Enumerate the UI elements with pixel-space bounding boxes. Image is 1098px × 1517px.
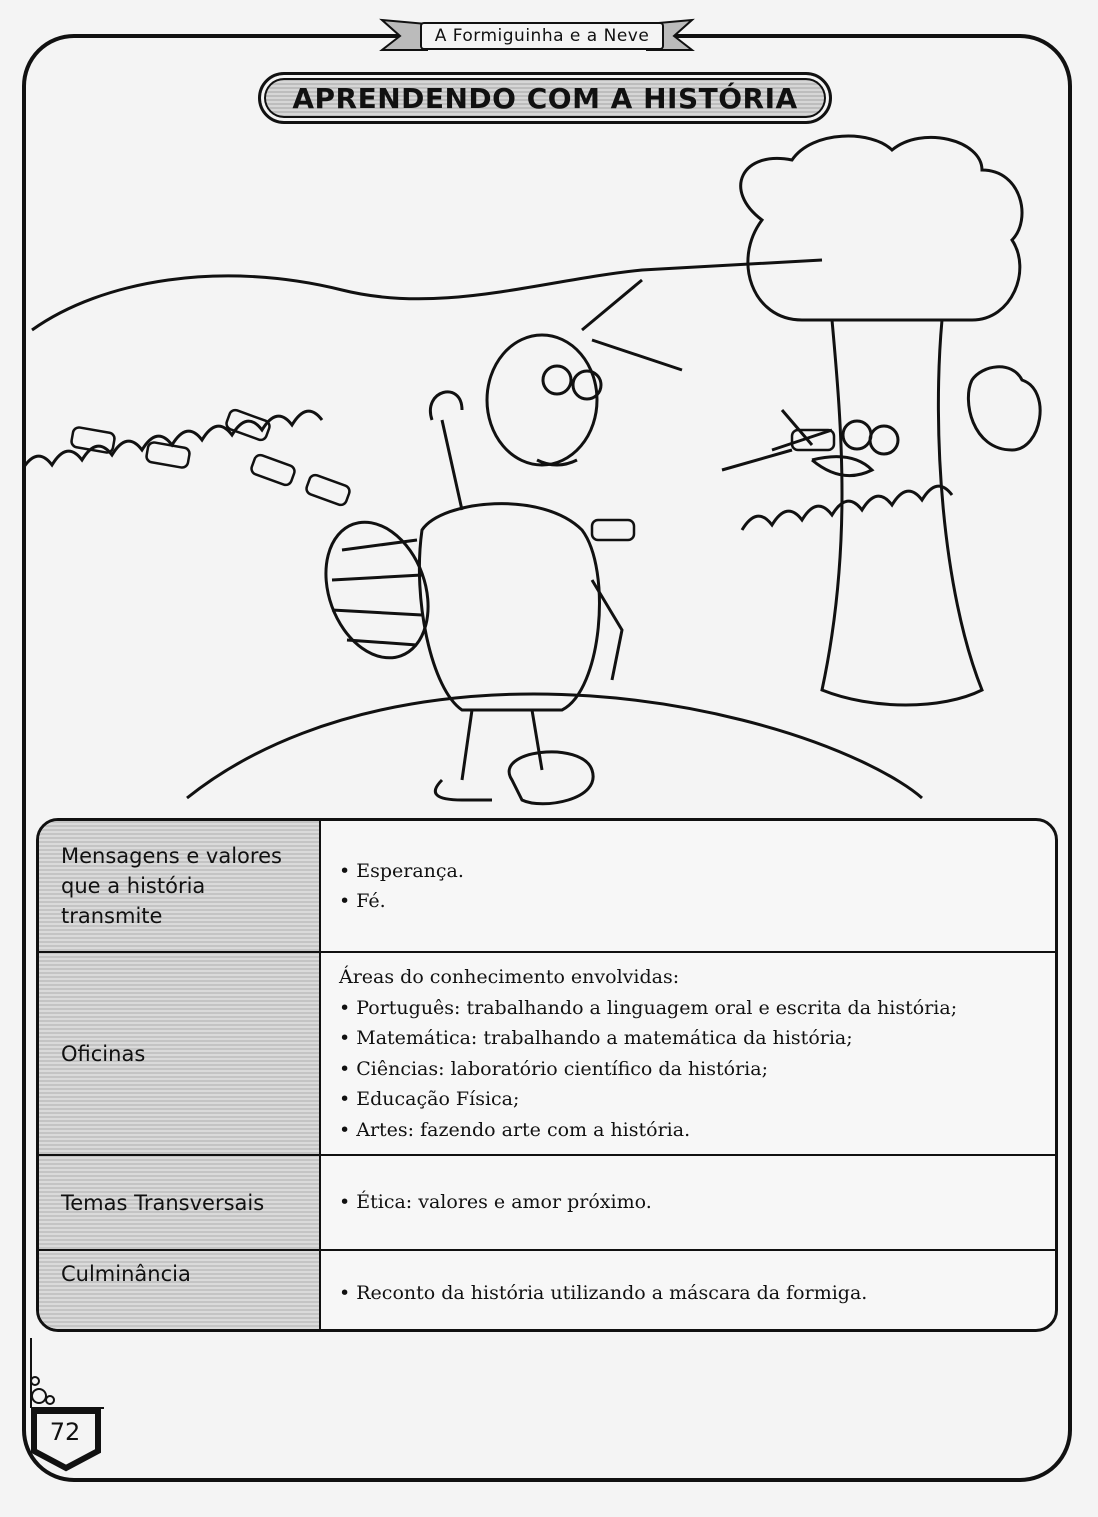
row-label: Mensagens e valores que a história transmite	[39, 821, 321, 951]
table-row-oficinas	[39, 953, 1055, 1156]
list-item: • Esperança.	[339, 859, 464, 882]
list-item: • Fé.	[339, 890, 386, 912]
row-content	[321, 953, 1055, 1154]
row-content	[321, 1156, 1055, 1249]
list-item: • Matemática: trabalhando a matemática da história;	[339, 1027, 853, 1049]
page-number-shield-icon	[26, 1336, 116, 1476]
series-title: A Formiguinha e a Neve	[420, 22, 664, 50]
list-item: • Ética: valores e amor próximo.	[339, 1191, 652, 1214]
list-item: • Reconto da história utilizando a máscara da formiga.	[339, 1281, 868, 1304]
row-content	[321, 1251, 1055, 1332]
row-label: Oficinas	[39, 953, 321, 1154]
row-content	[321, 821, 1055, 951]
ant-and-tree-illustration	[22, 130, 1072, 820]
section-title-banner	[258, 72, 832, 124]
table-row-mensagens	[39, 821, 1055, 953]
row-label: Temas Transversais	[39, 1156, 321, 1249]
lesson-plan-table	[36, 818, 1058, 1332]
table-row-culminancia	[39, 1251, 1055, 1332]
section-title: APRENDENDO COM A HISTÓRIA	[292, 81, 798, 115]
row-label: Culminância	[39, 1251, 321, 1332]
list-item: • Artes: fazendo arte com a história.	[339, 1118, 691, 1141]
list-item: • Português: trabalhando a linguagem oral e escrita da história;	[339, 996, 958, 1019]
page-number: 72	[49, 1418, 81, 1446]
list-item: • Ciências: laboratório científico da história;	[339, 1057, 768, 1080]
table-row-temas	[39, 1156, 1055, 1251]
list-item: • Educação Física;	[339, 1088, 520, 1110]
list-heading: Áreas do conhecimento envolvidas:	[339, 966, 680, 988]
